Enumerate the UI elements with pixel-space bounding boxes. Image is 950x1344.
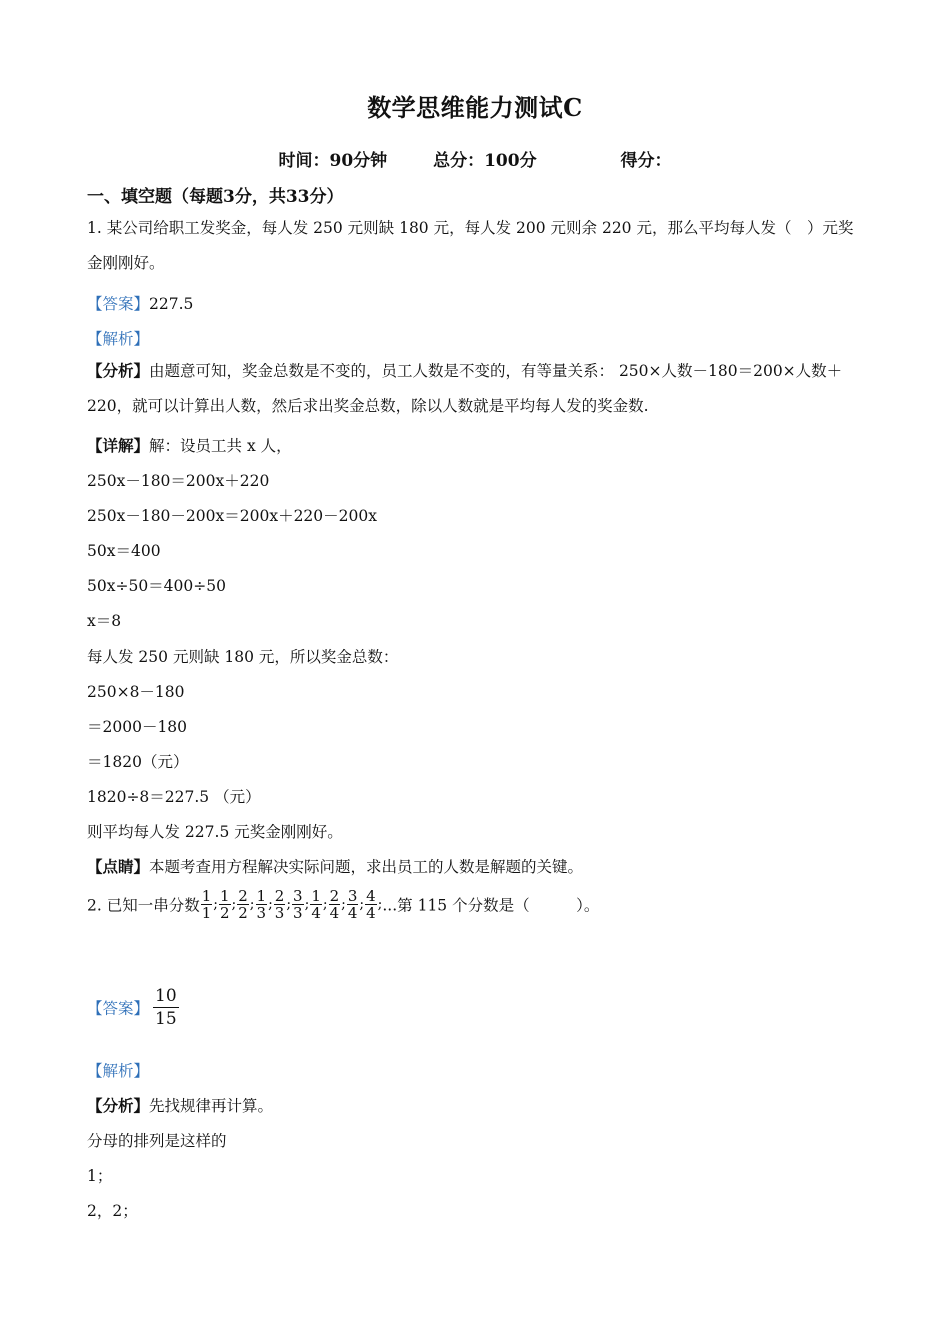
sequence-separator: ; [341,896,346,913]
q1-step: 每人发 250 元则缺 180 元，所以奖金总数： [87,648,399,666]
dianjing-tag: 【点睛】 [87,857,150,876]
fraction-denominator: 4 [311,904,321,922]
fraction-sequence [200,888,383,921]
sequence-fraction [329,888,341,921]
q1-step: 则平均每人发 227.5 元奖金刚刚好。 [87,823,343,841]
q2-analysis-tag: 【解析】 [87,1062,150,1080]
q1-answer-value: 227.5 [149,295,194,313]
fraction-denominator: 4 [366,904,376,922]
fraction-numerator: 3 [347,887,358,905]
q2-question [87,888,599,921]
sequence-separator: ; [231,896,237,913]
q2-answer [87,985,179,1030]
fraction-numerator: 4 [366,887,376,905]
fraction-denominator: 3 [256,904,267,922]
fraction-numerator: 1 [311,887,321,905]
score-field: 得分： [620,151,672,171]
q1-step: 50x÷50＝400÷50 [87,577,226,595]
page-title: 数学思维能力测试C [367,93,583,122]
q2-answer-fraction [153,985,179,1030]
sequence-separator: ; [213,896,218,913]
q1-step: 250×8－180 [87,683,185,701]
q1-step: 250x－180＝200x＋220 [87,472,270,490]
exam-meta [0,146,950,171]
q1-step: ＝2000－180 [87,718,188,736]
answer-tag: 【答案】 [87,295,150,313]
sequence-fraction [347,888,359,921]
sequence-fraction [237,888,249,921]
fraction-denominator: 1 [201,904,212,922]
q1-answer [87,292,193,314]
q1-remark-text: 本题考查用方程解决实际问题，求出员工的人数是解题的关键。 [149,858,584,876]
fraction-numerator: 2 [238,887,248,905]
fraction-numerator: 1 [201,887,212,905]
fraction-numerator: 2 [329,887,340,905]
fraction-numerator: 10 [155,986,177,1006]
fenxi-tag: 【分析】 [87,361,150,380]
sequence-fraction [256,888,268,921]
fraction-denominator: 4 [347,904,358,922]
q2-analysis [87,1094,273,1116]
q1-remark [87,855,583,877]
fraction-numerator: 3 [293,887,303,905]
fraction-numerator: 1 [219,887,230,905]
fraction-numerator: 1 [256,887,267,905]
sequence-separator: ; [268,896,273,913]
sequence-fraction [219,888,231,921]
q2-line: 2，2； [87,1202,138,1220]
q1-question: 1. 某公司给职工发奖金，每人发 250 元则缺 180 元，每人发 200 元则余 220 元，那么平均每人发（ ）元奖金刚刚好。 [87,219,854,272]
fraction-denominator: 3 [274,904,285,922]
answer-tag: 【答案】 [87,999,150,1018]
sequence-separator: ; [304,896,310,913]
q1-step: 50x＝400 [87,542,161,560]
sequence-separator: ; [249,896,255,913]
total-score: 总分：100分 [433,151,537,171]
sequence-separator: ; [322,896,328,913]
q2-prefix: 2. 已知一串分数 [87,896,200,915]
section-heading: 一、填空题（每题3分，共33分） [87,187,344,207]
q1-fenxi-text: 由题意可知，奖金总数是不变的，员工人数是不变的，有等量关系： 250×人数－180＝200×人数＋220，就可以计算出人数，然后求出奖金总数，除以人数就是平均每人发的奖金数. [87,362,843,415]
q2-suffix: ...第 115 个分数是（ ）。 [382,896,600,915]
q2-line: 1； [87,1167,113,1185]
q2-line: 分母的排列是这样的 [87,1132,227,1150]
q1-step: 1820÷8＝227.5 （元） [87,788,261,806]
sequence-separator: ; [286,896,292,913]
xiangjie-tag: 【详解】 [87,436,150,455]
sequence-separator: ; [359,896,365,913]
sequence-fraction [310,888,322,921]
q1-detail [87,434,292,456]
sequence-fraction [274,888,286,921]
fraction-denominator: 15 [155,1009,177,1029]
q1-step: x＝8 [87,612,122,630]
fraction-denominator: 2 [219,904,230,922]
q2-fenxi-text: 先找规律再计算。 [149,1097,274,1115]
fraction-numerator: 2 [274,887,285,905]
sequence-fraction [201,888,213,921]
q1-analysis [87,353,867,424]
sequence-separator: ; [377,896,383,913]
sequence-fraction [365,888,377,921]
q1-analysis-tag: 【解析】 [87,330,150,348]
fraction-denominator: 2 [238,904,248,922]
q1-step: 250x－180－200x＝200x＋220－200x [87,507,377,525]
fraction-denominator: 4 [329,904,340,922]
q1-detail-text: 解：设员工共 x 人， [149,437,292,455]
time-limit: 时间：90分钟 [278,151,388,171]
fraction-denominator: 3 [293,904,303,922]
sequence-fraction [292,888,304,921]
q1-step: ＝1820（元） [87,753,189,771]
fenxi-tag: 【分析】 [87,1096,150,1115]
